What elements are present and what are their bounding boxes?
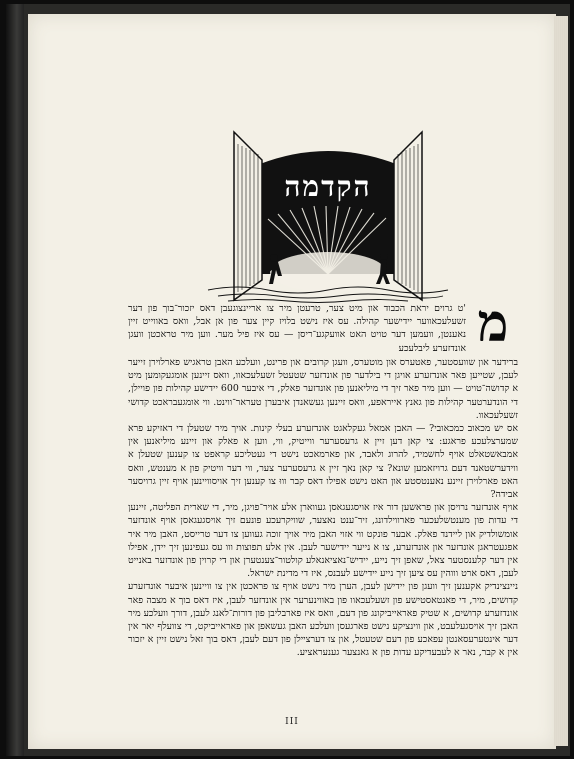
first-paragraph: 'ט גרוים יראת הכבוד און מיט צער, טרעטן מיר צו אריינצוגעבן דאס יזכור־בוך פון דער זשעלעכאווער יידישער קהילה. עס איז נישט בלויז קיין צער פון אן אבל, וואס באווייט זיין נאענטן, וועמען דער טויט האט אוועקגע־ריסן — עס איז פיל מער. ווען מיר טראכטן וועגן אונדזערע ליבלעכע bbox=[128, 303, 466, 354]
page-number: III bbox=[285, 717, 299, 727]
paragraph: ברידער און שוועסטער, פאטערס און מוטערס, וועגן קרובים און פרינט, וועלכע האבן טראגיש פארלוירן זייער לעבן, שטייען פאר אונדזערע אויגן די בילדער פון אונדזער שטעטל זשעלעכאוו, וואס זיינען אומגעקומען מיט א קדושה־טויט — ווען מיר פאר זיך די מיליאנען פון אונדזער פאלק, די איבער 600 יידישע קהילות פון פויילן, די הונדערטער קהילות פון גאנץ אייראפע, וואס זיינען געשאנדן איבערן טעראר־ווינט. ווי אומגעבראכט קדושי זשעלעכאוו. bbox=[128, 357, 518, 421]
page-edge bbox=[554, 16, 568, 746]
title-illustration bbox=[198, 124, 458, 304]
illustration-title: הקדמה bbox=[284, 170, 372, 203]
page bbox=[28, 14, 556, 749]
book-spine bbox=[6, 4, 24, 756]
book bbox=[6, 4, 570, 756]
paragraph: ניינצינדיק אקענען זיך וועגן פון יידישן לעבן, הערן מיר נישט אויף צו פראכטן אין צו וויינען איבער אונדזערע קדושים, מיר, די פאנטאסטישע פון זשעלעכאוו פון באווינערער אין אונדזער לעבן, איז דאס בוך א מצבה פאר אונדזערע קדושים, א שטיק פאראייביקונג פון דעם, וואס איז פארבליבן פון דורות־לאנג לעבן, דורך וועלכע מיר האבן זיך אויסגעלעבט, און ווינציקע נישט פארגעסן וועלכע האבן געשאפן און פאראייביקט, די צוועלף יאר אין דער אינטערעסאנטן עפאכע פון דעם שטעטל, און צו דערציילן פון דעם לעבן, דאס בוך זאל נישט זיין א יזכור אין א קבר, נאר א לעבעדיקע עדות פון א גאנצער גענעראציע. bbox=[128, 581, 518, 659]
initial-letter-box bbox=[469, 293, 517, 354]
paragraph: אויף אונדזער נרויסן און פראשען דור איז אויסגעגאסן געווארן אלע אויר־פויגן, מיר, די שארית הפליטה, זיינען די עדות פון מענטשלעכער פארווילדונג, זיר־ענט נאצער, שוויקרעכע פונעם זיך אויסגעגאסן אויף אונדזער אומשולדיק און ליידנד פאלק. אבער פונקט ווי אזוי האבן מיר אויך זוכה געווען צו דער טרייסט, האבן מיר איר אפגעטראגן אונדזער און אונדזערע, צו א נייער יידישער לעבן. אין אלע תפוצות ווו עס געפינען זיך יידן, אפילו אין דער קלענסטער צאל, שאפן זיך נייע, יידיש־נאציאנאלע קולטור־צענטערן און די קרוין פון אונדזער באנייט לעבן, דאס ארט וווהין עס ציען זיך נייע יידישע לעבנס, איז די מדינת ישראל. bbox=[128, 502, 518, 580]
stage-doors-drawing bbox=[198, 124, 458, 304]
article-body bbox=[128, 356, 518, 660]
initial-letter: מ bbox=[477, 293, 509, 354]
paragraph: אס יש מכאוב כמכאובי? — האבן אמאל געקלאגט אונדזערע בעלי קינות. אויך מיר שטעלן די דאזיקע פרא שמערצלעכע פראגע: צי קאן דען זיין א גרעסערער ווייטיק, ווי, ווען א פאלק און זיינע מיליאנען אין אמבאשטאלט אויף לחשמיד, להרוג ולאבד, און פארמאכט נישט די געטליכע קראפט צו קענען שטעלן א ווידערשטאנד דעם גרויזאמען שונא? צי קאן נאך זיין א גרעסערער צער, ווי דער וויטיק פון א מענטש, וואס האט פארלוירן זיינע נאענטסטע און האט נישט אפילו דאס קבר וווּ צו קענען זיך אויסוויינען אויף זיין גרויסער אבידה? bbox=[128, 423, 518, 501]
